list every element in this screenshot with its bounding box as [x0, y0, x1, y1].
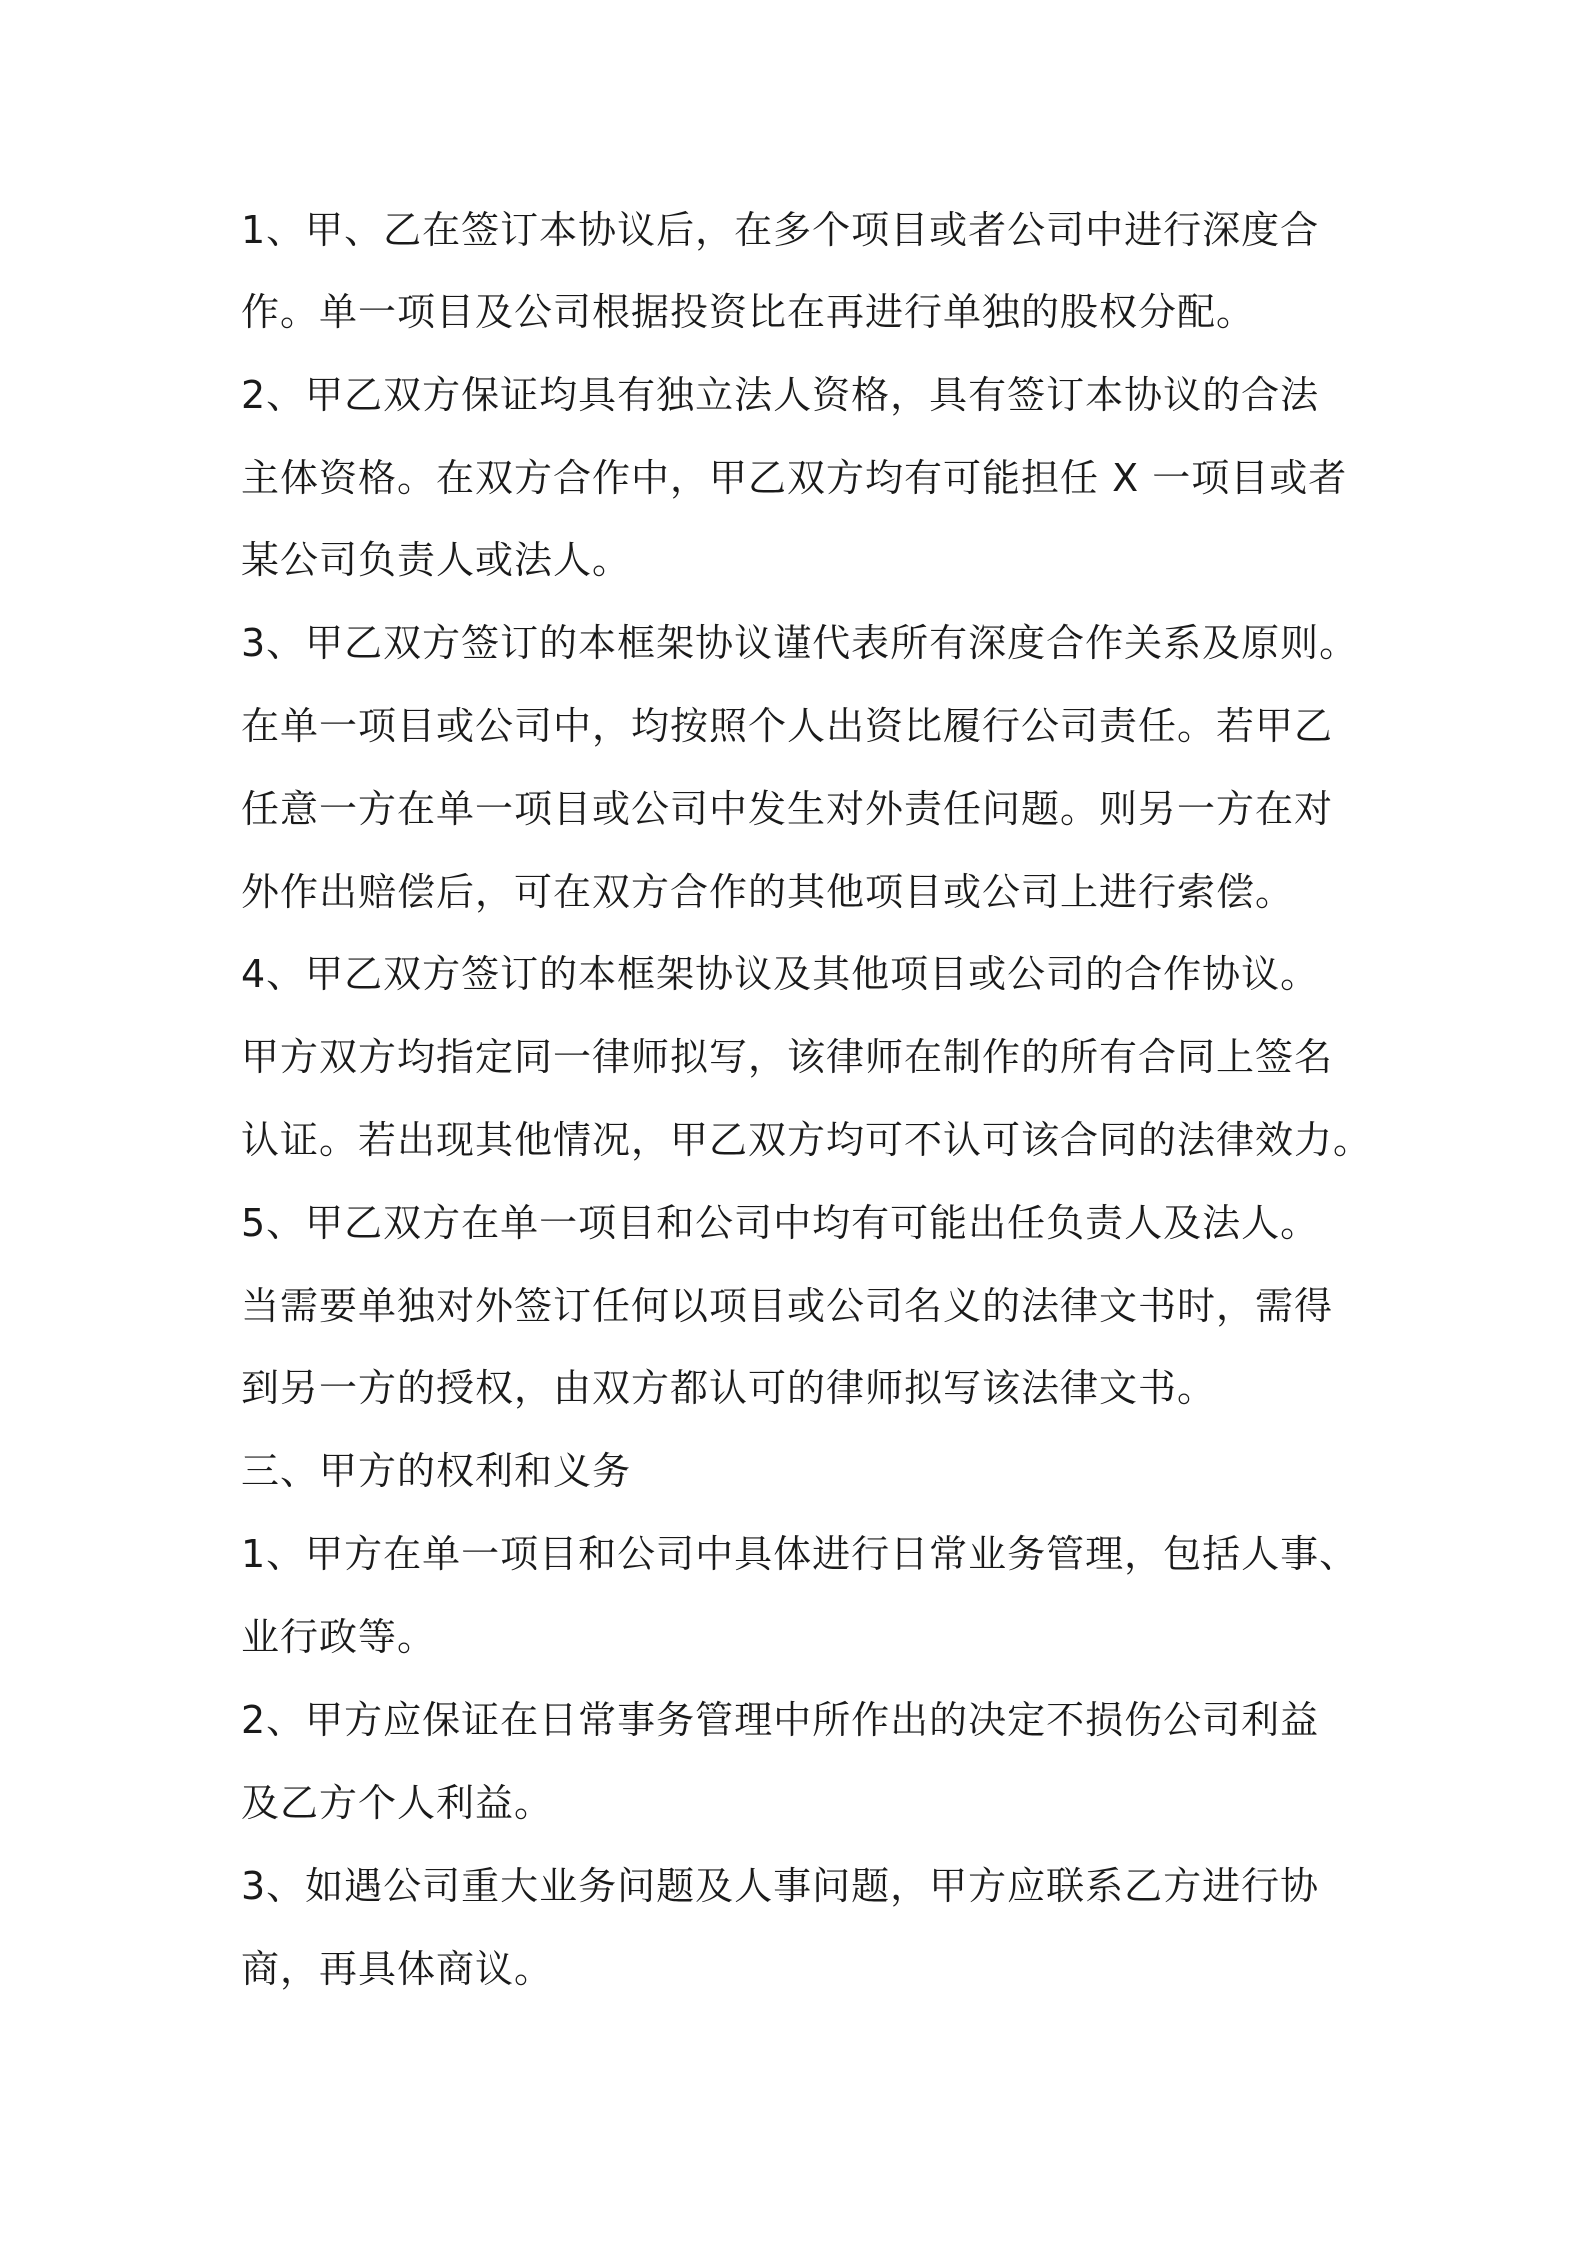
- text-line: 外作出赔偿后，可在双方合作的其他项目或公司上进行索偿。: [241, 870, 1295, 914]
- text-line: 3、如遇公司重大业务问题及人事问题，甲方应联系乙方进行协: [241, 1864, 1320, 1908]
- text-line: 2、甲方应保证在日常事务管理中所作出的决定不损伤公司利益: [241, 1698, 1320, 1742]
- section-heading: 三、甲方的权利和义务: [241, 1449, 632, 1493]
- text-line: 到另一方的授权，由双方都认可的律师拟写该法律文书。: [241, 1366, 1217, 1410]
- text-line: 3、甲乙双方签订的本框架协议谨代表所有深度合作关系及原则。: [241, 621, 1359, 665]
- text-line: 及乙方个人利益。: [241, 1781, 554, 1825]
- text-line: 任意一方在单一项目或公司中发生对外责任问题。则另一方在对: [241, 787, 1334, 831]
- text-line: 甲方双方均指定同一律师拟写，该律师在制作的所有合同上签名: [241, 1035, 1334, 1079]
- text-line: 在单一项目或公司中，均按照个人出资比履行公司责任。若甲乙: [241, 704, 1334, 748]
- text-line: 1、甲方在单一项目和公司中具体进行日常业务管理，包括人事、: [241, 1532, 1359, 1576]
- text-line: 商，再具体商议。: [241, 1947, 554, 1991]
- text-line: 业行政等。: [241, 1615, 437, 1659]
- text-line: 某公司负责人或法人。: [241, 538, 632, 582]
- text-line: 认证。若出现其他情况，甲乙双方均可不认可该合同的法律效力。: [241, 1118, 1373, 1162]
- text-line: 5、甲乙双方在单一项目和公司中均有可能出任负责人及法人。: [241, 1201, 1320, 1245]
- text-line: 4、甲乙双方签订的本框架协议及其他项目或公司的合作协议。: [241, 952, 1320, 996]
- text-line: 当需要单独对外签订任何以项目或公司名义的法律文书时，需得: [241, 1284, 1334, 1328]
- text-line: 主体资格。在双方合作中，甲乙双方均有可能担任 X 一项目或者: [241, 456, 1348, 500]
- text-line: 2、甲乙双方保证均具有独立法人资格，具有签订本协议的合法: [241, 373, 1320, 417]
- text-line: 1、甲、乙在签订本协议后，在多个项目或者公司中进行深度合: [241, 208, 1320, 252]
- text-line: 作。单一项目及公司根据投资比在再进行单独的股权分配。: [241, 290, 1256, 334]
